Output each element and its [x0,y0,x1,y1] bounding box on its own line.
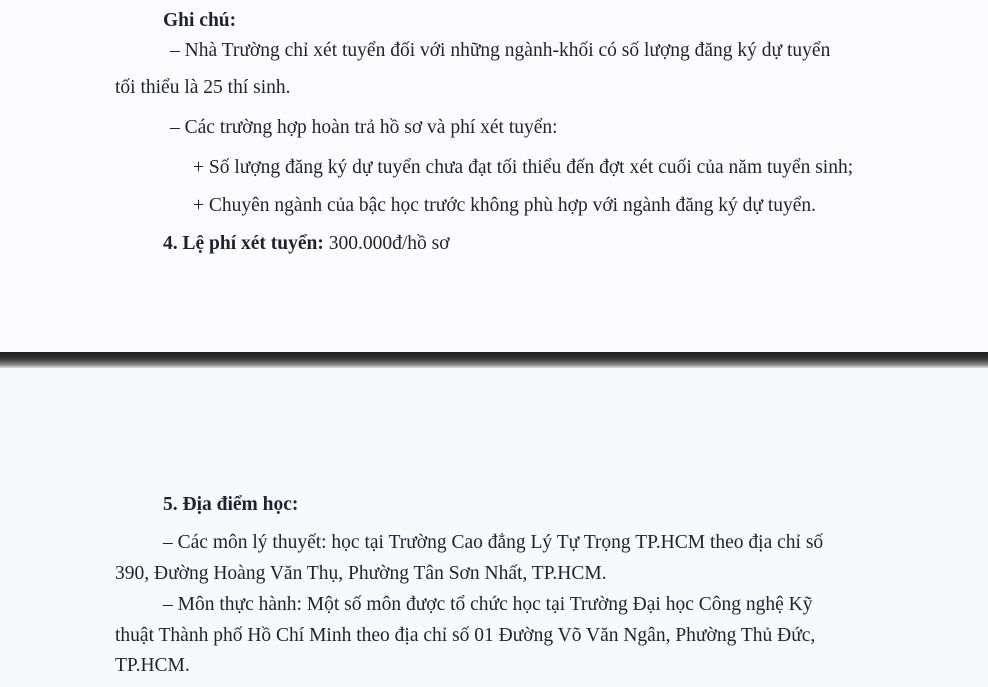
notes-item-1-line-2: tối thiểu là 25 thí sinh. [115,77,291,98]
fee-value: 300.000đ/hồ sơ [323,233,450,254]
location-practice-line-1: – Môn thực hành: Một số môn được tổ chức học tại Trường Đại học Công nghệ Kỹ [163,594,813,615]
notes-sub-item-1: + Số lượng đăng ký dự tuyển chưa đạt tối thiểu đến đợt xét cuối của năm tuyển sinh; [193,157,854,178]
location-heading: 5. Địa điểm học: [163,494,299,515]
fee-line [163,232,450,256]
location-theory-line-2: 390, Đường Hoàng Văn Thụ, Phường Tân Sơn Nhất, TP.HCM. [115,563,607,584]
notes-item-1-line-1: – Nhà Trường chỉ xét tuyển đối với những ngành-khối có số lượng đăng ký dự tuyển [170,40,831,61]
notes-sub-item-2: + Chuyên ngành của bậc học trước không phù hợp với ngành đăng ký dự tuyển. [193,195,817,216]
page-break-shadow [0,352,988,368]
document-page-bottom [0,368,988,687]
notes-item-2: – Các trường hợp hoàn trả hồ sơ và phí xét tuyển: [170,117,558,138]
fee-label: 4. Lệ phí xét tuyển: [163,233,324,254]
location-theory-line-1: – Các môn lý thuyết: học tại Trường Cao đẳng Lý Tự Trọng TP.HCM theo địa chỉ số [163,532,824,553]
location-practice-line-3: TP.HCM. [115,655,190,676]
notes-heading: Ghi chú: [163,10,237,31]
location-practice-line-2: thuật Thành phố Hồ Chí Minh theo địa chỉ số 01 Đường Võ Văn Ngân, Phường Thủ Đức, [115,625,816,646]
